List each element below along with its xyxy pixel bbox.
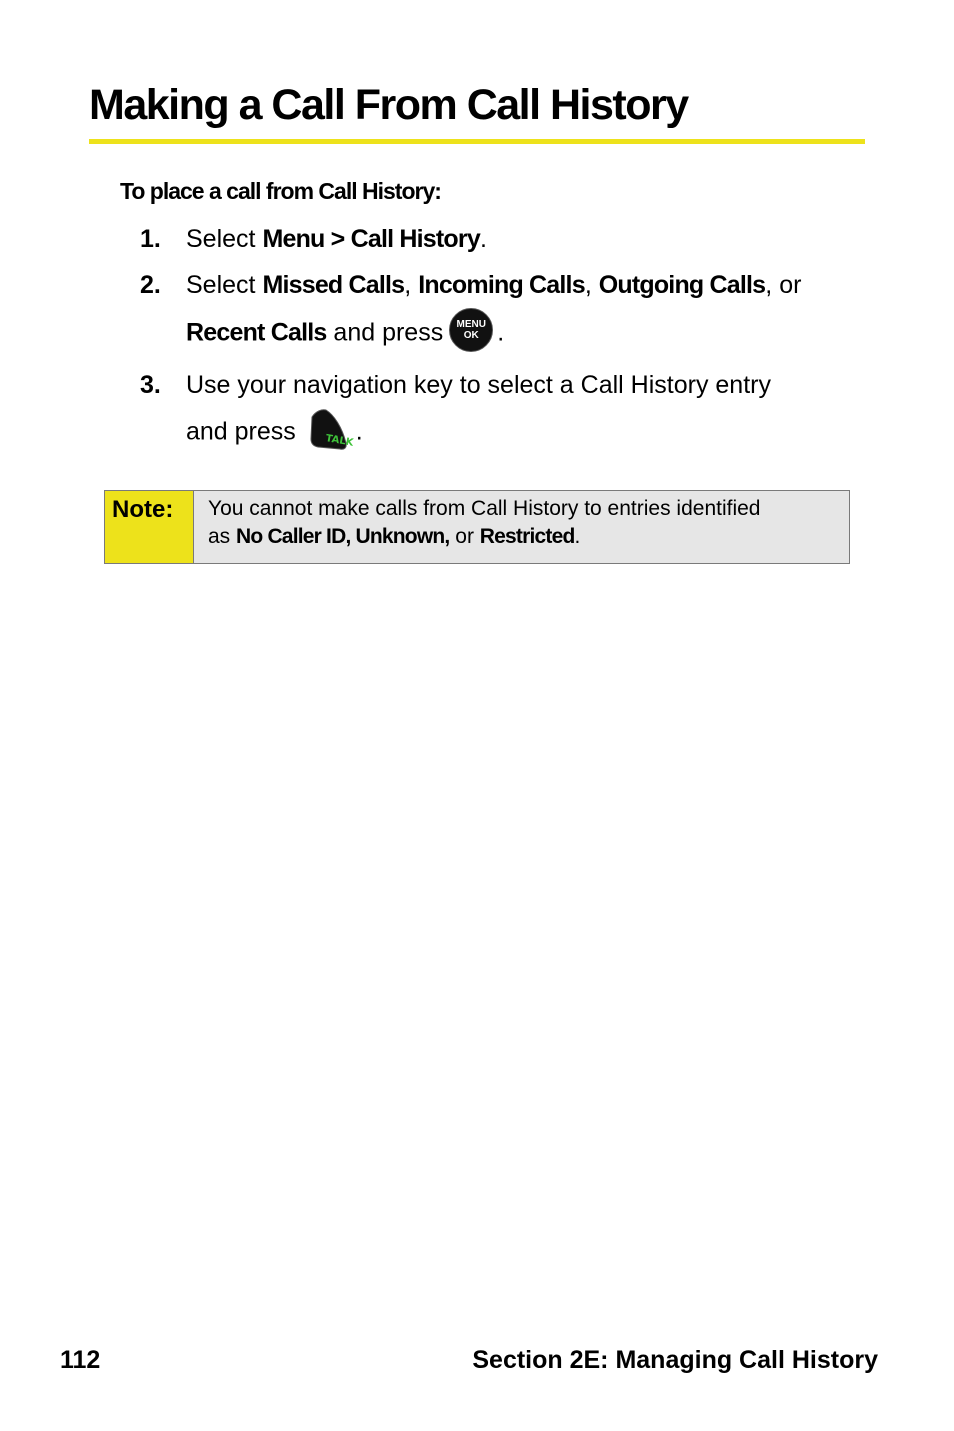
step-text-plain: and press: [186, 417, 296, 446]
step-text-plain: Select: [186, 271, 263, 299]
page-title: Making a Call From Call History: [89, 81, 688, 129]
menu-ok-key-icon: [449, 308, 493, 352]
separator: ,: [584, 271, 599, 299]
procedure-intro: To place a call from Call History:: [120, 178, 441, 204]
title-underline-rule: [89, 139, 865, 144]
note-text-plain: or: [449, 525, 480, 548]
note-restricted: Restricted: [479, 525, 575, 548]
note-box: [104, 490, 850, 564]
step-text-plain: , or: [765, 271, 802, 299]
note-caller-types: No Caller ID, Unknown,: [236, 525, 450, 548]
note-text-plain: as: [208, 525, 237, 548]
step-text: [186, 224, 487, 254]
step-text-plain: .: [479, 225, 487, 253]
option-outgoing-calls: Outgoing Calls: [598, 271, 766, 299]
key-label-bottom: OK: [463, 330, 479, 341]
step-number: 1.: [140, 225, 161, 253]
option-recent-calls: Recent Calls: [186, 318, 327, 347]
step-text-continued: [186, 316, 504, 352]
key-label-top: MENU: [456, 319, 486, 330]
separator: ,: [404, 271, 419, 299]
option-missed-calls: Missed Calls: [262, 271, 405, 299]
step-text-continued: [186, 415, 363, 451]
step-text-plain: .: [497, 318, 505, 347]
talk-key-label: TALK: [324, 433, 354, 449]
step-text-plain: and press: [326, 318, 444, 347]
step-text: [186, 270, 801, 300]
note-label: Note:: [105, 491, 194, 563]
talk-key-icon: [306, 407, 354, 451]
note-text-plain: .: [574, 525, 581, 548]
step-text-plain: Select: [186, 225, 263, 253]
note-text: [208, 495, 838, 551]
option-incoming-calls: Incoming Calls: [418, 271, 585, 299]
step-number: 3.: [140, 371, 161, 399]
talk-key-shape: [306, 407, 354, 451]
step-text-plain: .: [355, 417, 363, 446]
step-text: Use your navigation key to select a Call History entry: [186, 371, 771, 399]
note-text-line: You cannot make calls from Call History to entries identified: [208, 497, 761, 520]
step-number: 2.: [140, 271, 161, 299]
menu-path: Menu > Call History: [262, 225, 480, 253]
page-number: 112: [60, 1346, 101, 1374]
section-title: Section 2E: Managing Call History: [472, 1346, 878, 1374]
